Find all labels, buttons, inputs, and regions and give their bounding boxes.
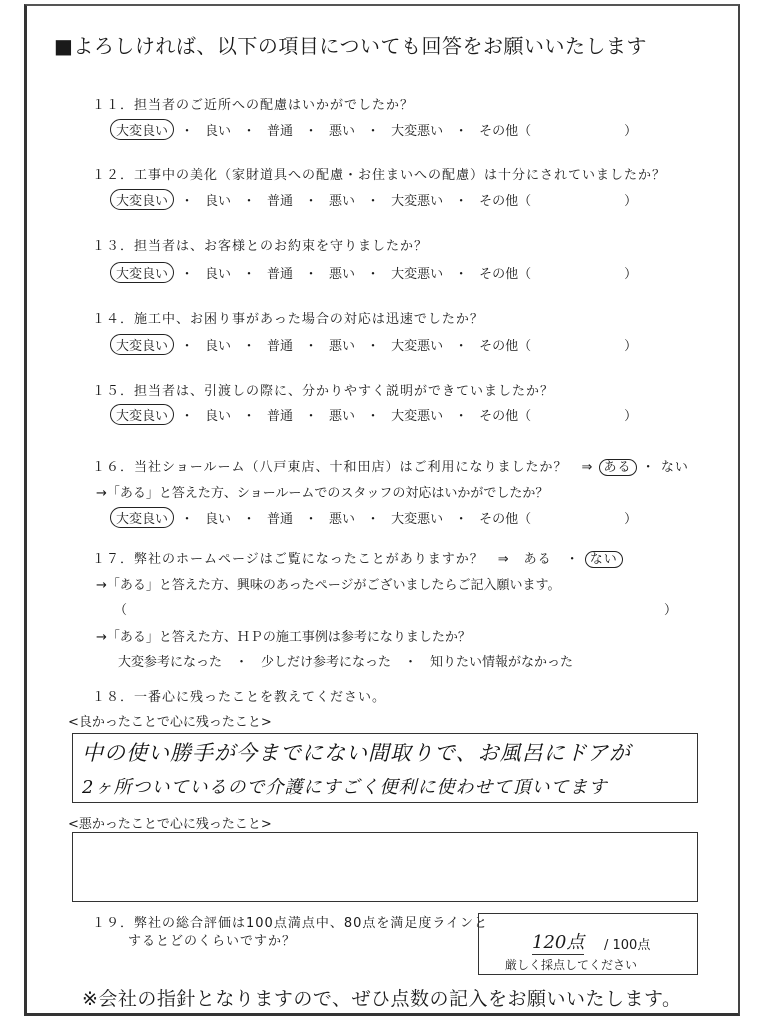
option-other[interactable]: その他（ [479,339,532,354]
question-14-options: 大変良い ・ 良い ・ 普通 ・ 悪い ・ 大変悪い ・ その他（ ） [110,333,637,356]
option-good[interactable]: 良い [205,194,232,209]
option-very-bad[interactable]: 大変悪い [391,124,444,139]
question-15: １５．担当者は、引渡しの際に、分かりやすく説明ができていましたか？ [92,384,555,399]
option-very-bad[interactable]: 大変悪い [391,409,444,424]
question-17-sub2: →「ある」と答えた方、ＨＰの施工事例は参考になりましたか？ [96,630,471,645]
option-good[interactable]: 良い [205,267,232,282]
option-other[interactable]: その他（ [479,124,532,139]
option-very-good[interactable]: 大変良い [110,334,174,355]
score-note: 厳しく採点してください [505,958,638,972]
option-good[interactable]: 良い [205,512,232,527]
option-bad[interactable]: 悪い [329,194,356,209]
option-normal[interactable]: 普通 [267,124,294,139]
question-17: １７．弊社のホームページはご覧になったことがありますか？ ⇒ ある ・ ない [92,548,623,567]
good-answer-line1: 中の使い勝手が今までにない間取りで、お風呂にドアが [82,741,631,765]
question-16-options: 大変良い ・ 良い ・ 普通 ・ 悪い ・ 大変悪い ・ その他（ ） [110,506,637,529]
option-normal[interactable]: 普通 [267,267,294,282]
q16-yes-option[interactable]: ある [599,459,637,476]
option-normal[interactable]: 普通 [267,409,294,424]
question-11-options: 大変良い ・ 良い ・ 普通 ・ 悪い ・ 大変悪い ・ その他（ ） [110,118,637,141]
option-very-good[interactable]: 大変良い [110,189,174,210]
q17-close-paren: ） [664,603,678,618]
bad-label: <悪かったことで心に残ったこと> [68,817,272,832]
option-bad[interactable]: 悪い [329,512,356,527]
question-17-sub2-options: 大変参考になった ・ 少しだけ参考になった ・ 知りたい情報がなかった [118,655,574,670]
option-other[interactable]: その他（ [479,409,532,424]
option-very-bad[interactable]: 大変悪い [391,339,444,354]
option-other[interactable]: その他（ [479,267,532,282]
option-very-good[interactable]: 大変良い [110,507,174,528]
page-title: ■よろしければ、以下の項目についても回答をお願いいたします [54,34,647,58]
option-normal[interactable]: 普通 [267,512,294,527]
score-value: 120点 [532,928,584,955]
question-17-sub1: →「ある」と答えた方、興味のあったページがございましたらご記入願います。 [96,578,561,593]
option-very-good[interactable]: 大変良い [110,404,174,425]
option-other[interactable]: その他（ [479,194,532,209]
question-13-options: 大変良い ・ 良い ・ 普通 ・ 悪い ・ 大変悪い ・ その他（ ） [110,261,637,284]
option-very-bad[interactable]: 大変悪い [391,194,444,209]
option-good[interactable]: 良い [205,339,232,354]
option-very-bad[interactable]: 大変悪い [391,267,444,282]
option-good[interactable]: 良い [205,409,232,424]
option-very-good[interactable]: 大変良い [110,119,174,140]
option-normal[interactable]: 普通 [267,194,294,209]
question-15-options: 大変良い ・ 良い ・ 普通 ・ 悪い ・ 大変悪い ・ その他（ ） [110,403,637,426]
q17-no-option[interactable]: ない [585,551,623,568]
option-bad[interactable]: 悪い [329,339,356,354]
good-label: <良かったことで心に残ったこと> [68,715,272,730]
option-very-bad[interactable]: 大変悪い [391,512,444,527]
option-bad[interactable]: 悪い [329,267,356,282]
option-other[interactable]: その他（ [479,512,532,527]
option-bad[interactable]: 悪い [329,124,356,139]
question-11: １１．担当者のご近所への配慮はいかがでしたか？ [92,98,415,113]
option-normal[interactable]: 普通 [267,339,294,354]
question-12-options: 大変良い ・ 良い ・ 普通 ・ 悪い ・ 大変悪い ・ その他（ ） [110,188,637,211]
option-very-good[interactable]: 大変良い [110,262,174,283]
q16-no-option[interactable]: ない [660,460,689,475]
question-14: １４．施工中、お困り事があった場合の対応は迅速でしたか？ [92,312,484,327]
q17-open-paren: （ [114,603,128,618]
question-16-sub: →「ある」と答えた方、ショールームでのスタッフの対応はいかがでしたか？ [96,486,549,501]
question-19-line1: １９．弊社の総合評価は100点満点中、80点を満足度ラインと [92,916,488,931]
question-18: １８．一番心に残ったことを教えてください。 [92,690,387,705]
bad-answer-box[interactable] [72,832,698,902]
question-19-line2: するとどのくらいですか？ [128,934,297,949]
question-16: １６．当社ショールーム（八戸東店、十和田店）はご利用になりましたか？ ⇒ ある ・ ない [92,460,689,475]
question-12: １２．工事中の美化（家財道具への配慮・お住まいへの配慮）は十分にされていましたか？ [92,168,667,183]
option-good[interactable]: 良い [205,124,232,139]
question-13: １３．担当者は、お客様とのお約束を守りましたか？ [92,239,429,254]
score-max: / 100点 [604,938,651,953]
option-bad[interactable]: 悪い [329,409,356,424]
footer-note: ※会社の指針となりますので、ぜひ点数の記入をお願いいたします。 [82,988,682,1010]
good-answer-line2: 2ヶ所ついているので介護にすごく便利に使わせて頂いてます [82,777,608,798]
